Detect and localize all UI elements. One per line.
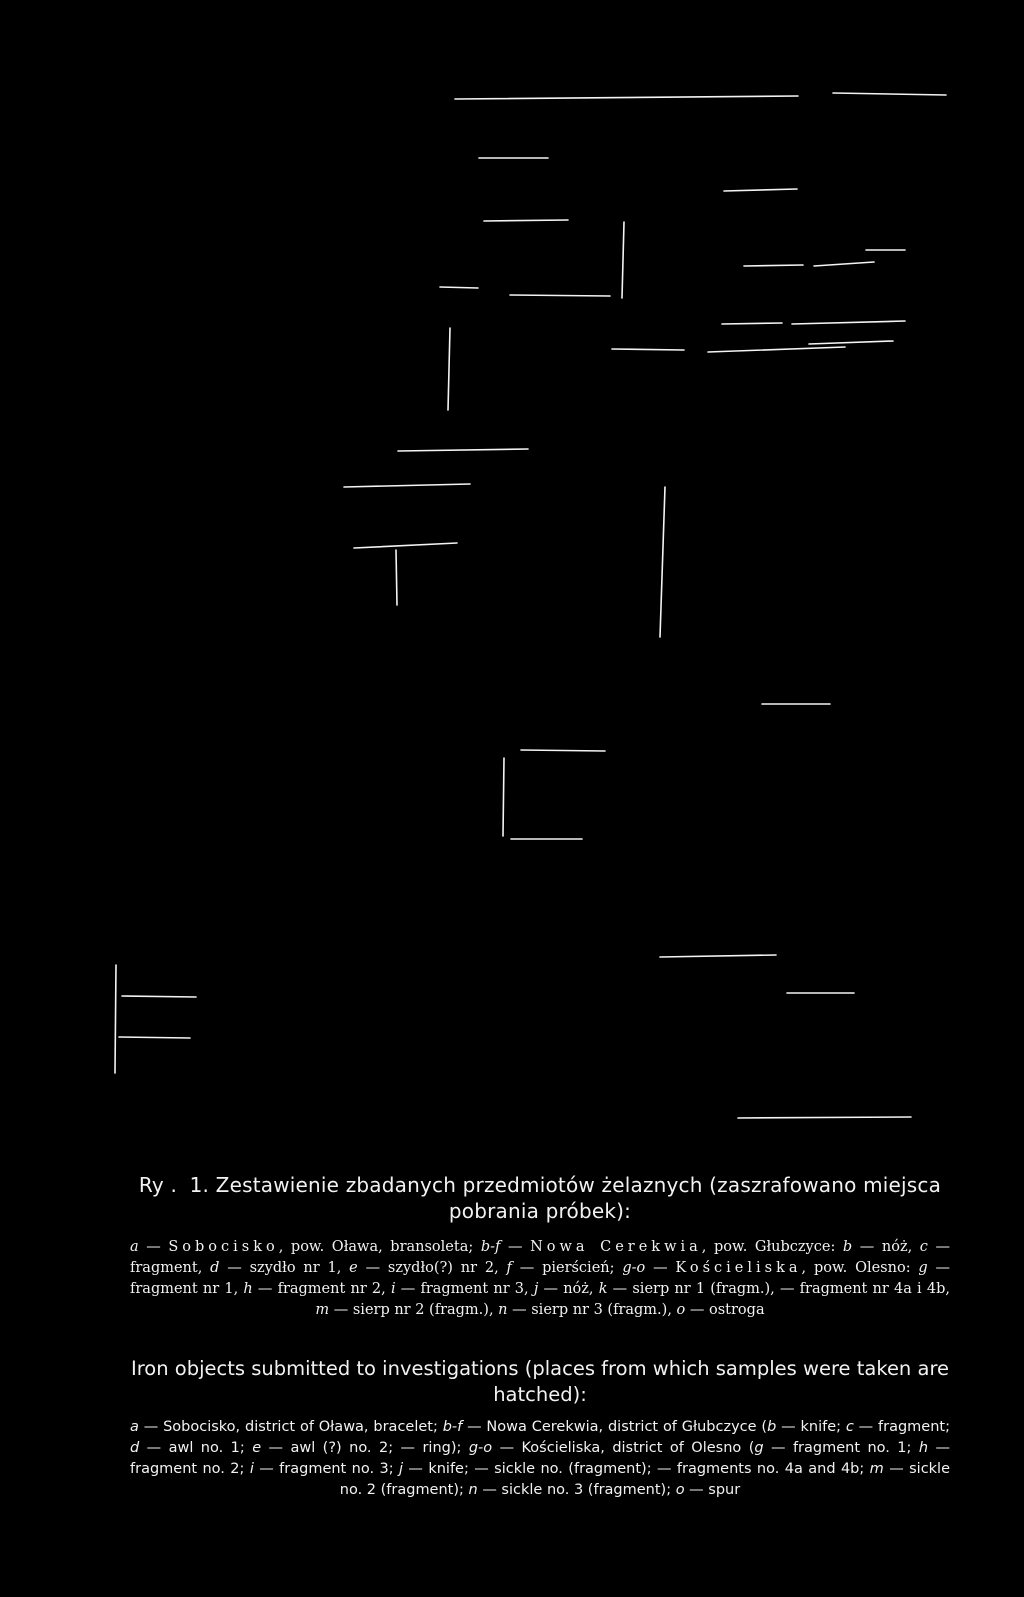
item-letter: b-f: [480, 1239, 501, 1255]
plate-line: [440, 287, 478, 288]
caption-text: — nóż,: [538, 1281, 599, 1297]
caption-text: — fragment no. 1;: [763, 1440, 919, 1456]
plate-line: [622, 222, 624, 298]
item-letter: b: [767, 1419, 777, 1435]
item-letter: h: [243, 1281, 253, 1297]
item-letter: d: [210, 1260, 220, 1276]
item-letter: e: [349, 1260, 358, 1276]
caption-text: — nóż,: [852, 1239, 920, 1255]
caption-text: — awl (?) no. 2; — ring);: [261, 1440, 469, 1456]
caption-text: — spur: [684, 1482, 741, 1498]
plate-line: [396, 550, 397, 605]
caption-text: —: [645, 1260, 676, 1276]
plate-line: [722, 323, 782, 324]
item-letter: i: [249, 1461, 254, 1477]
caption-text: — sierp nr 3 (fragm.),: [507, 1302, 677, 1318]
plate-line: [738, 1117, 911, 1118]
item-letter: g: [754, 1440, 764, 1456]
item-letter: g: [918, 1260, 928, 1276]
item-letter: n: [498, 1302, 508, 1318]
item-letter: e: [252, 1440, 262, 1456]
plate-line: [612, 349, 684, 350]
plate-line: [398, 449, 528, 451]
item-letter: g-o: [468, 1440, 493, 1456]
caption-title-polish: [130, 1172, 950, 1224]
site-name: Kościeliska: [675, 1260, 802, 1276]
caption-text: — fragment nr 1,: [130, 1260, 951, 1297]
plate-line: [809, 341, 893, 344]
plate-line: [484, 220, 568, 221]
caption-text: — Sobocisko, district of Oława, bracelet;: [138, 1419, 443, 1435]
caption-text: — Kościeliska, district of Olesno (: [492, 1440, 755, 1456]
item-letter: c: [845, 1419, 854, 1435]
caption-text: , pow. Oława, bransoleta;: [278, 1239, 481, 1255]
item-letter: c: [919, 1239, 928, 1255]
plate-line: [344, 484, 470, 487]
item-letter: b: [842, 1239, 853, 1255]
caption-text: — pierścień;: [511, 1260, 623, 1276]
caption-title-polish-text: 1. Zestawienie zbadanych przedmiotów żelaznych (zaszrafowano miejsca pobrania próbek):: [189, 1173, 942, 1223]
site-name: Sobocisko: [168, 1239, 279, 1255]
item-letter: o: [676, 1302, 686, 1318]
item-letter: m: [315, 1302, 330, 1318]
caption-text: — fragment no. 2;: [130, 1440, 950, 1477]
caption-text: — fragment nr 2,: [252, 1281, 391, 1297]
plate-line: [660, 955, 776, 957]
item-letter: f: [506, 1260, 512, 1276]
caption-text: — knife; — sickle no. (fragment); — fragments no. 4a and 4b;: [403, 1461, 870, 1477]
figure-label: Ry .: [138, 1173, 178, 1197]
caption-text: , pow. Olesno:: [801, 1260, 919, 1276]
caption-text: — szydło(?) nr 2,: [357, 1260, 507, 1276]
item-letter: b-f: [442, 1419, 463, 1435]
caption-text: —: [500, 1239, 531, 1255]
caption-text: — fragment nr 3,: [395, 1281, 534, 1297]
caption-body-english: [130, 1417, 950, 1501]
item-letter: a: [130, 1419, 139, 1435]
plate-line: [448, 328, 450, 410]
plate-line: [521, 750, 605, 751]
item-letter: m: [869, 1461, 884, 1477]
caption-text: — fragment;: [853, 1419, 950, 1435]
plate-line: [792, 321, 905, 324]
plate-line: [510, 295, 610, 296]
caption-text: — knife;: [776, 1419, 846, 1435]
caption-text: — sierp nr 1 (fragm.), — fragment nr 4a i 4b,: [607, 1281, 950, 1297]
site-name: Nowa Cerekwia: [530, 1239, 702, 1255]
plate-line: [122, 996, 196, 997]
plate-line: [833, 93, 946, 95]
caption-text: — sierp nr 2 (fragm.),: [329, 1302, 499, 1318]
plate-line: [503, 758, 504, 836]
item-letter: a: [130, 1239, 139, 1255]
plate-line: [455, 96, 798, 99]
caption-text: , pow. Głubczyce:: [701, 1239, 843, 1255]
plate-line: [115, 965, 116, 1073]
caption-text: — awl no. 1;: [139, 1440, 253, 1456]
item-letter: j: [399, 1461, 404, 1477]
item-letter: i: [390, 1281, 396, 1297]
caption-text: — Nowa Cerekwia, district of Głubczyce (: [462, 1419, 768, 1435]
item-letter: k: [598, 1281, 608, 1297]
item-letter: g-o: [622, 1260, 646, 1276]
plate-line: [660, 487, 665, 637]
item-letter: h: [918, 1440, 929, 1456]
caption-text: — sickle no. 3 (fragment);: [477, 1482, 676, 1498]
caption-body-polish: a — Sobocisko, pow. Oława, bransoleta; b-f — Nowa Cerekwia, pow. Głubczyce: b — nóż, c — fragment, d — szydło nr 1, e — szydło(?) nr 2, f — pierścień; g-o — Kościeliska, pow. Olesno: g — fragment nr 1, h — fragment nr 2, i — fragment nr 3, j — nóż, k — sierp nr 1 (fragm.), — fragment nr 4a i 4b, m — sierp nr 2 (fragm.), n — sierp nr 3 (fragm.), o — ostroga: [130, 1239, 951, 1318]
plate-line: [744, 265, 803, 266]
plate-line: [354, 543, 457, 548]
item-letter: j: [533, 1281, 539, 1297]
caption-text: — ostroga: [685, 1302, 765, 1318]
caption-text: — fragment no. 3;: [253, 1461, 399, 1477]
item-letter: n: [468, 1482, 478, 1498]
caption-text: — sickle no. 2 (fragment);: [339, 1461, 951, 1498]
plate-line: [814, 262, 874, 266]
item-letter: d: [130, 1440, 140, 1456]
caption-text: — fragment,: [130, 1239, 951, 1276]
plate-line: [708, 347, 845, 352]
caption-title-english: Iron objects submitted to investigations (places from which samples were taken are hatched):: [130, 1357, 950, 1406]
item-letter: o: [675, 1482, 685, 1498]
plate-line: [724, 189, 797, 191]
caption-text: — szydło nr 1,: [219, 1260, 350, 1276]
plate-line: [119, 1037, 190, 1038]
